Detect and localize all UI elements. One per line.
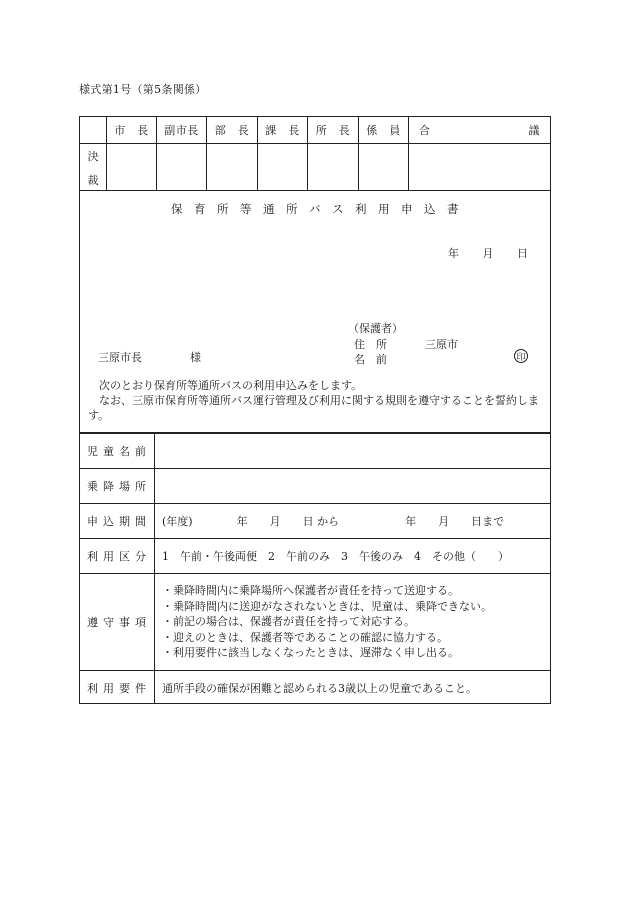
row-pickup-place xyxy=(80,468,550,503)
stamp-mayor[interactable] xyxy=(107,144,157,191)
child-name-field[interactable] xyxy=(155,434,550,468)
guardian-label: （保護者） xyxy=(348,322,403,335)
addressee-honorific: 様 xyxy=(190,351,201,364)
application-section xyxy=(80,191,550,433)
approval-corner-cell xyxy=(80,117,107,144)
stamp-office-head[interactable] xyxy=(308,144,359,191)
rules-list xyxy=(155,574,550,670)
rule-item: ・乗降時間内に送迎がなされないときは、児童は、乗降できない。 xyxy=(162,599,492,613)
row-child-name xyxy=(80,433,550,468)
usage-type-options[interactable]: 1 午前・午後両便 2 午前のみ 3 午後のみ 4 その他（ ） xyxy=(162,550,509,563)
stamp-director[interactable] xyxy=(207,144,258,191)
rule-item: ・前記の場合は、保護者が責任を持って対応する。 xyxy=(162,615,415,629)
requirements-label: 利用要件 xyxy=(80,671,155,704)
header-council xyxy=(409,117,550,144)
period-field[interactable]: (年度) 年 月 日 から 年 月 日まで xyxy=(162,515,505,528)
approval-grid xyxy=(80,117,550,191)
council-right: 議 xyxy=(528,124,540,137)
date-month: 月 xyxy=(482,247,494,260)
row-period xyxy=(80,503,550,538)
decision-char-2: 裁 xyxy=(87,173,99,187)
pickup-place-field[interactable] xyxy=(155,469,550,503)
stamp-staff[interactable] xyxy=(359,144,409,191)
header-mayor: 市 長 xyxy=(107,117,157,144)
address-field[interactable]: 三原市 xyxy=(425,338,458,351)
child-name-label: 児童名前 xyxy=(80,434,155,468)
application-form xyxy=(79,116,551,704)
stamp-section-chief[interactable] xyxy=(258,144,308,191)
rule-item: ・乗降時間内に乗降場所へ保護者が責任を持って送迎する。 xyxy=(162,584,459,598)
declaration-line-2: なお、三原市保育所等通所バス運行管理及び利用に関する規則を遵守することを誓約します。 xyxy=(88,394,539,422)
stamp-council[interactable] xyxy=(409,144,550,191)
header-deputy-mayor: 副市長 xyxy=(157,117,207,144)
header-director: 部 長 xyxy=(207,117,258,144)
header-staff: 係 員 xyxy=(359,117,409,144)
header-office-head: 所 長 xyxy=(308,117,359,144)
row-rules xyxy=(80,573,550,670)
council-left: 合 xyxy=(419,124,431,137)
address-label: 住 所 xyxy=(354,338,387,351)
declaration-text xyxy=(80,378,550,423)
application-date[interactable] xyxy=(448,245,528,261)
rule-item: ・迎えのときは、保護者等であることの確認に協力する。 xyxy=(162,630,448,644)
requirements-text: 通所手段の確保が困難と認められる3歳以上の児童であること。 xyxy=(162,681,477,695)
seal-mark: 印 xyxy=(514,349,528,363)
rule-item: ・利用要件に該当しなくなったときは、遅滞なく申し出る。 xyxy=(162,646,459,660)
date-day: 日 xyxy=(517,247,528,260)
period-label: 申込期間 xyxy=(80,504,155,538)
date-year: 年 xyxy=(448,247,459,260)
row-usage-type xyxy=(80,538,550,573)
form-number-label: 様式第1号（第5条関係） xyxy=(79,83,207,96)
addressee: 三原市長 xyxy=(98,351,142,364)
name-label: 名 前 xyxy=(354,353,387,366)
declaration-line-1: 次のとおり保育所等通所バスの利用申込みをします。 xyxy=(88,379,363,392)
decision-char-1: 決 xyxy=(87,149,99,163)
row-requirements xyxy=(80,670,550,704)
header-section-chief: 課 長 xyxy=(258,117,308,144)
rules-label: 遵守事項 xyxy=(80,574,155,670)
pickup-place-label: 乗降場所 xyxy=(80,469,155,503)
stamp-deputy-mayor[interactable] xyxy=(157,144,207,191)
usage-type-label: 利用区分 xyxy=(80,539,155,573)
form-title: 保育所等通所バス利用申込書 xyxy=(171,202,470,216)
decision-label xyxy=(80,144,107,191)
